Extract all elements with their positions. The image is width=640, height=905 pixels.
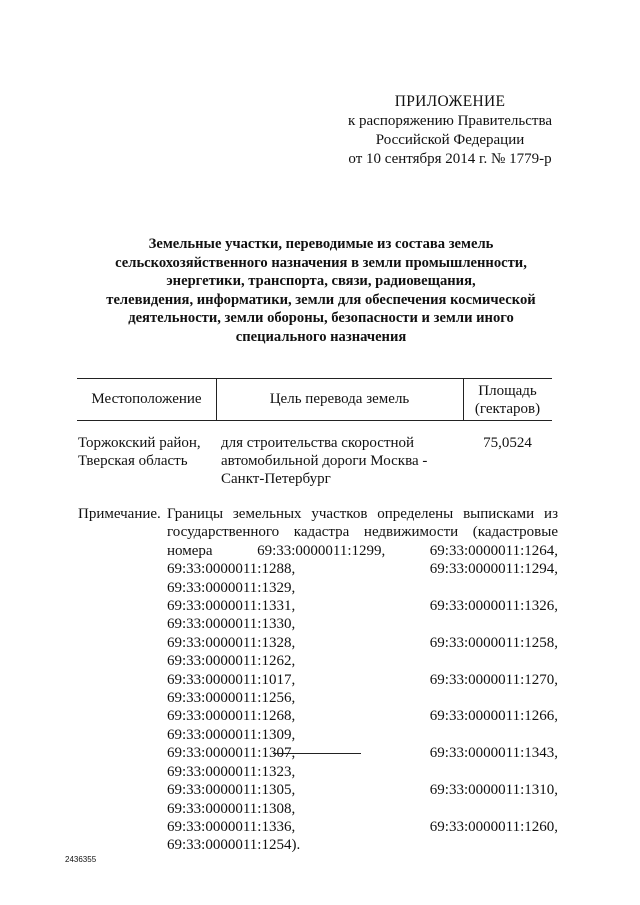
- title-line: Земельные участки, переводимые из состава земель: [148, 236, 494, 252]
- header-purpose: Цель перевода земель: [269, 391, 410, 407]
- document-title: [88, 235, 554, 346]
- note-line: Границы земельных участков определены выписками из: [167, 506, 558, 522]
- cell-area: 75,0524: [483, 435, 532, 451]
- appendix-line: от 10 сентября 2014 г. № 1779-р: [348, 151, 552, 167]
- appendix-line: к распоряжению Правительства: [347, 113, 552, 129]
- note-line: 69:33:0000011:1336, 69:33:0000011:1260, 69:33:0000011:1254).: [167, 818, 558, 854]
- document-code: 2436355: [65, 855, 97, 864]
- title-line: телевидения, информатики, земли для обеспечения космической: [106, 291, 536, 308]
- table-top-rule: [77, 378, 552, 379]
- appendix-block: [340, 92, 560, 169]
- title-line: сельскохозяйственного назначения в земли промышленности,: [115, 254, 527, 271]
- cell-location: [78, 434, 218, 470]
- title-line: энергетики, транспорта, связи, радиовещания,: [166, 273, 476, 289]
- note-label: Примечание.: [78, 506, 161, 522]
- cell-location-line: Торжокский район,: [78, 435, 201, 451]
- cell-purpose: [221, 434, 451, 488]
- note-line: 69:33:0000011:1288, 69:33:0000011:1294, 69:33:0000011:1329,: [167, 561, 558, 596]
- note-line: 69:33:0000011:1328, 69:33:0000011:1258, 69:33:0000011:1262,: [167, 634, 558, 670]
- appendix-line: Российской Федерации: [375, 132, 525, 148]
- appendix-heading: ПРИЛОЖЕНИЕ: [394, 93, 506, 110]
- header-area-line: Площадь: [478, 383, 537, 399]
- cell-purpose-line: для строительства скоростной: [221, 435, 415, 451]
- note-line: 69:33:0000011:1305, 69:33:0000011:1310, 69:33:0000011:1308,: [167, 782, 558, 817]
- header-location: Местоположение: [91, 391, 202, 407]
- note-line: 69:33:0000011:1017, 69:33:0000011:1270, 69:33:0000011:1256,: [167, 671, 558, 707]
- header-area: [463, 382, 552, 418]
- title-line: деятельности, земли обороны, безопасности и земли иного: [128, 310, 514, 326]
- cell-location-line: Тверская область: [78, 453, 188, 469]
- title-line: специального назначения: [235, 328, 407, 345]
- note-line: 69:33:0000011:1268, 69:33:0000011:1266, 69:33:0000011:1309,: [167, 708, 558, 743]
- table-header-rule: [77, 420, 552, 421]
- cell-purpose-line: Санкт-Петербург: [221, 471, 331, 487]
- note-line: 69:33:0000011:1331, 69:33:0000011:1326, 69:33:0000011:1330,: [167, 598, 558, 633]
- note-line: государственного кадастра недвижимости (кадастровые: [167, 524, 558, 541]
- header-area-line: (гектаров): [474, 401, 541, 417]
- note-text: [167, 505, 558, 855]
- cell-purpose-line: автомобильной дороги Москва -: [221, 453, 428, 469]
- end-divider: [273, 753, 361, 754]
- note-line: 69:33:0000011:1307, 69:33:0000011:1343, 69:33:0000011:1323,: [167, 745, 558, 780]
- note-line: номера 69:33:0000011:1299, 69:33:0000011:1264,: [167, 542, 558, 559]
